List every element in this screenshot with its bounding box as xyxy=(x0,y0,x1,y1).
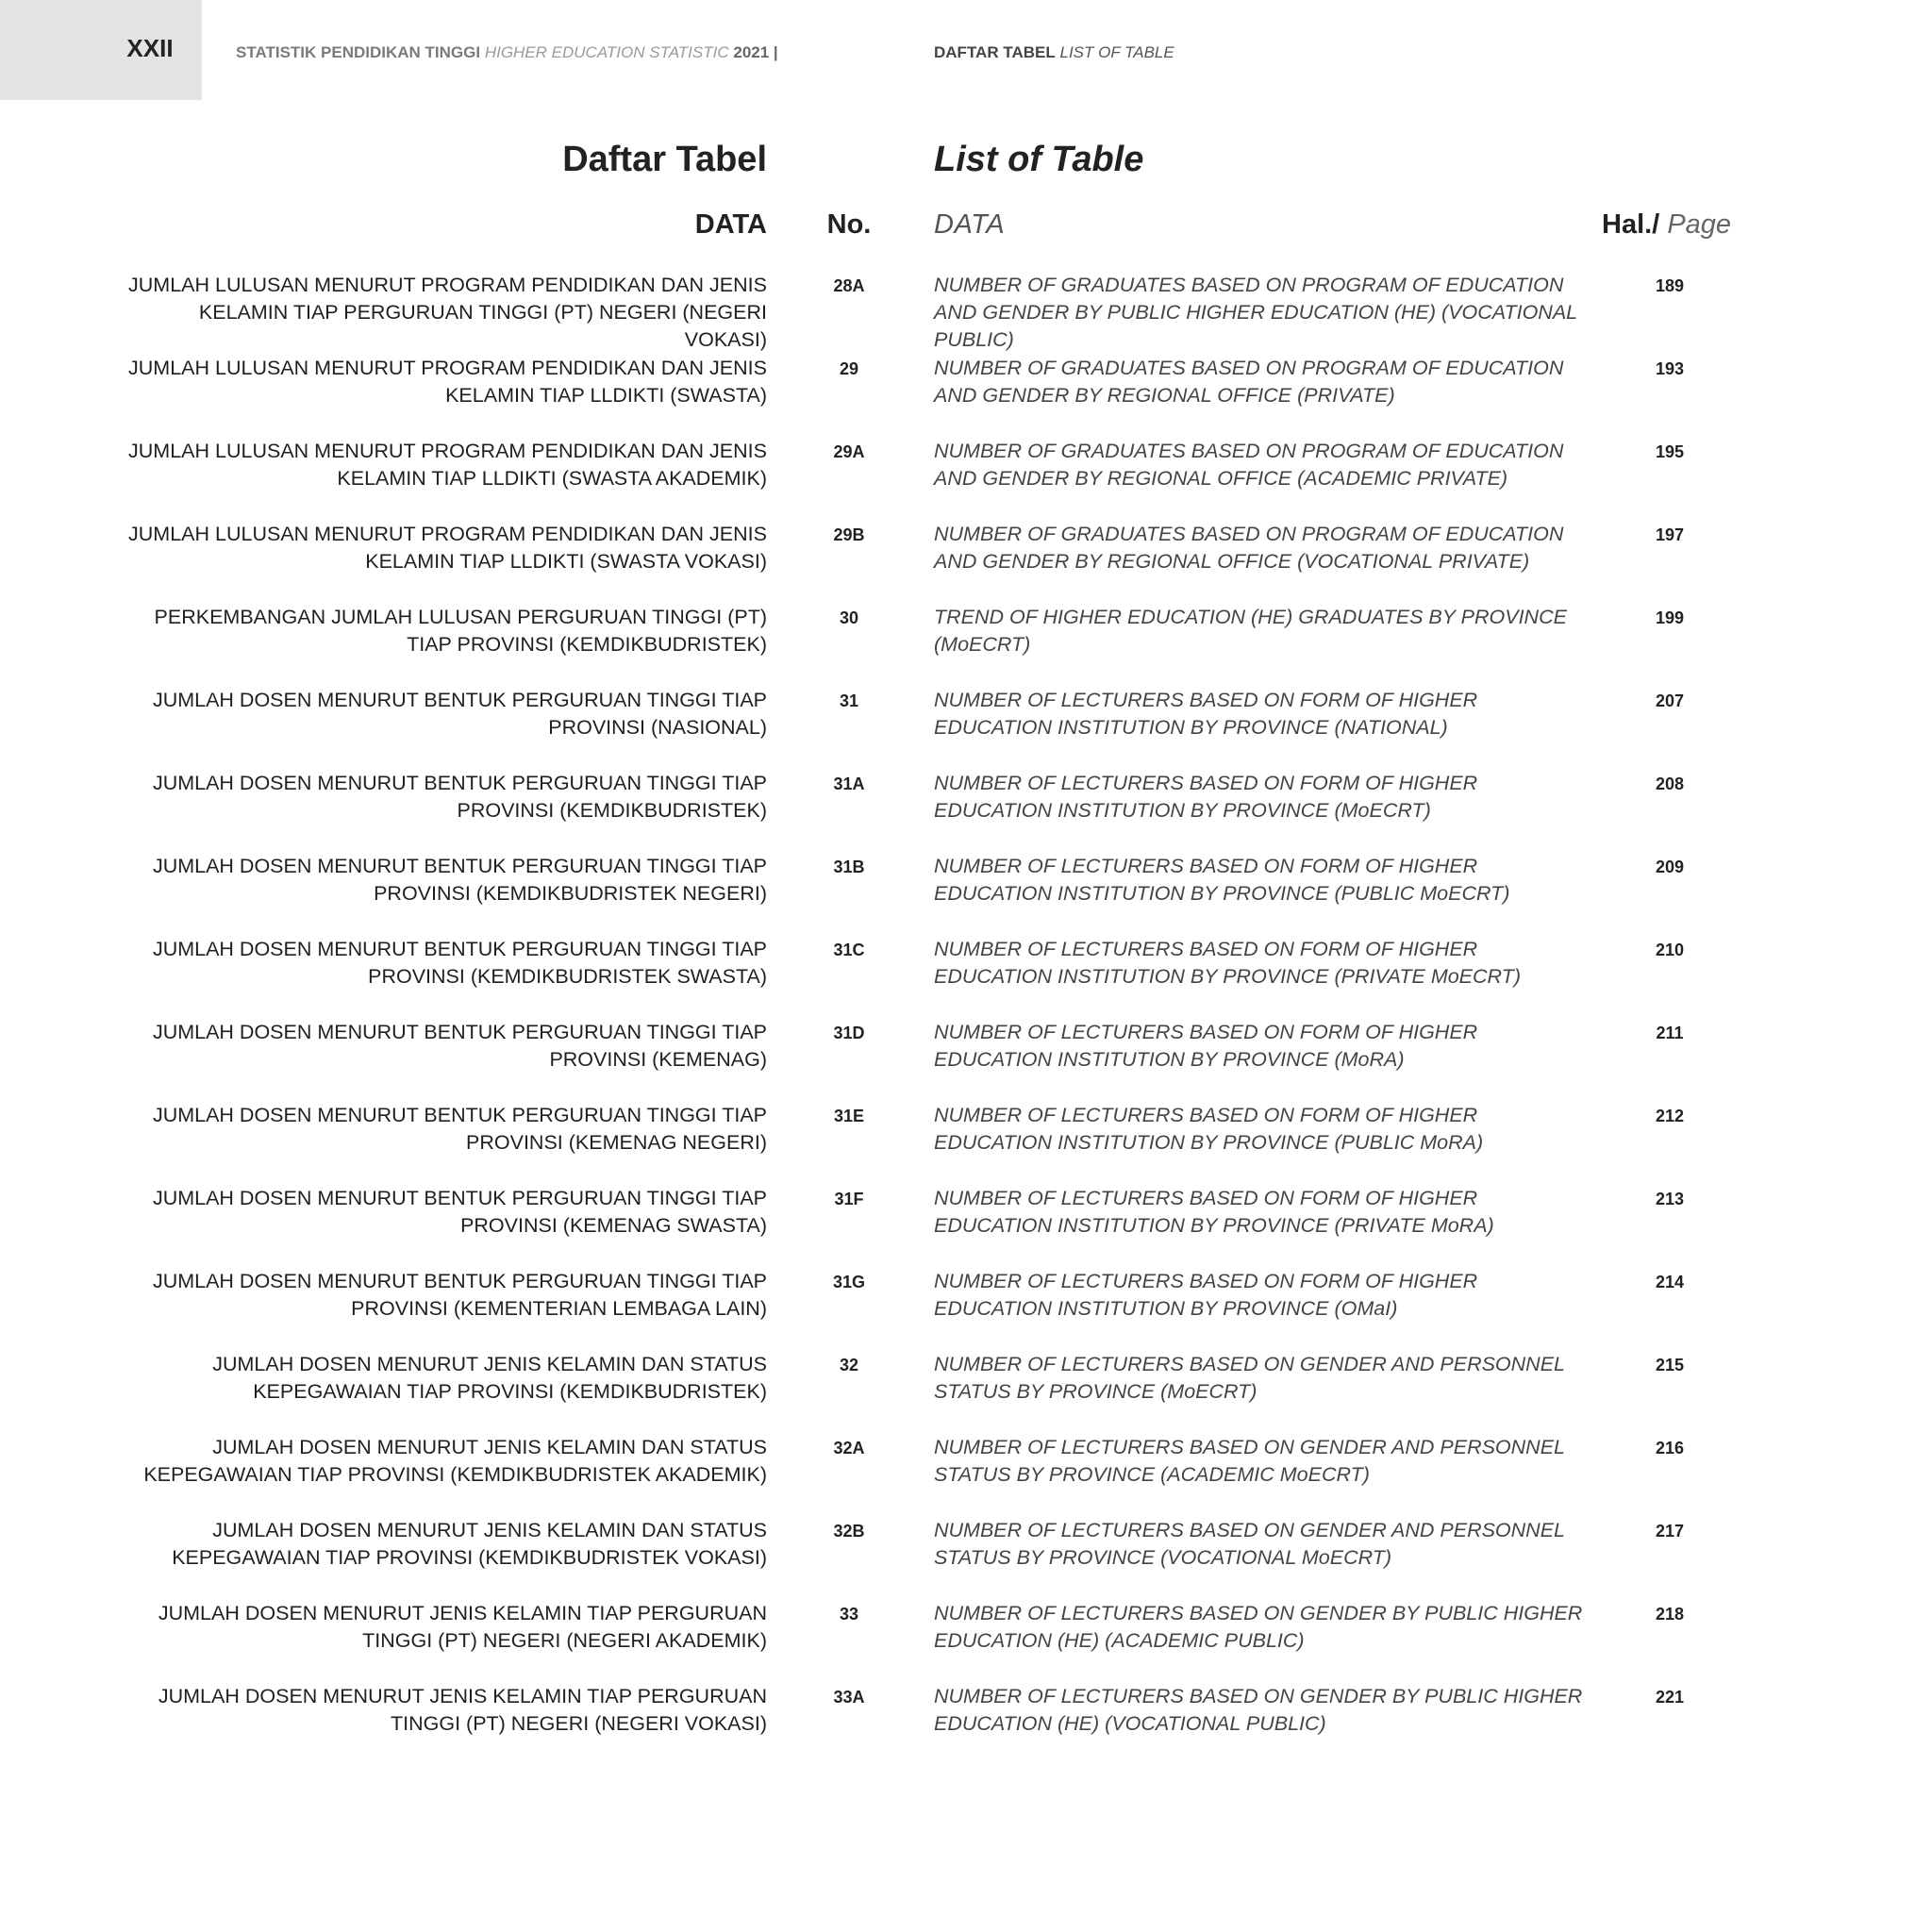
toc-title-en: NUMBER OF GRADUATES BASED ON PROGRAM OF EDUCATION AND GENDER BY REGIONAL OFFICE (ACADEMIC PRIVATE) xyxy=(934,440,1564,490)
toc-title-en: TREND OF HIGHER EDUCATION (HE) GRADUATES BY PROVINCE (MoECRT) xyxy=(934,606,1567,656)
publication-title-id: STATISTIK PENDIDIKAN TINGGI xyxy=(236,43,481,61)
column-header-data-en: DATA xyxy=(934,209,1006,240)
toc-title-en: NUMBER OF LECTURERS BASED ON GENDER AND PERSONNEL STATUS BY PROVINCE (ACADEMIC MoECRT) xyxy=(934,1436,1565,1486)
toc-row[interactable] xyxy=(0,438,1932,521)
column-header-page-id: Hal./ xyxy=(1602,209,1660,240)
toc-table-number: 32A xyxy=(833,1439,865,1457)
toc-row[interactable] xyxy=(0,1268,1932,1351)
toc-title-en: NUMBER OF LECTURERS BASED ON FORM OF HIGHER EDUCATION INSTITUTION BY PROVINCE (PRIVATE MoRA) xyxy=(934,1187,1494,1237)
toc-page-number: 208 xyxy=(1655,774,1685,793)
toc-title-id: JUMLAH DOSEN MENURUT JENIS KELAMIN TIAP PERGURUAN TINGGI (PT) NEGERI (NEGERI AKADEMIK) xyxy=(158,1602,767,1652)
toc-title-en: NUMBER OF LECTURERS BASED ON FORM OF HIGHER EDUCATION INSTITUTION BY PROVINCE (MoRA) xyxy=(934,1021,1478,1071)
publication-title-en: HIGHER EDUCATION STATISTIC xyxy=(484,43,729,61)
toc-title-id: JUMLAH DOSEN MENURUT JENIS KELAMIN DAN STATUS KEPEGAWAIAN TIAP PROVINSI (KEMDIKBUDRISTEK) xyxy=(212,1353,767,1403)
toc-page-number: 195 xyxy=(1655,442,1685,461)
toc-table-number: 28A xyxy=(833,276,865,295)
toc-row[interactable] xyxy=(0,936,1932,1019)
toc-table-number: 31B xyxy=(833,858,865,876)
toc-title-id: JUMLAH LULUSAN MENURUT PROGRAM PENDIDIKAN DAN JENIS KELAMIN TIAP LLDIKTI (SWASTA AKADEMIK) xyxy=(128,440,767,490)
toc-row[interactable] xyxy=(0,521,1932,604)
toc-title-en: NUMBER OF LECTURERS BASED ON FORM OF HIGHER EDUCATION INSTITUTION BY PROVINCE (NATIONAL) xyxy=(934,689,1478,739)
toc-table-number: 32B xyxy=(833,1522,865,1541)
toc-title-id: JUMLAH LULUSAN MENURUT PROGRAM PENDIDIKAN DAN JENIS KELAMIN TIAP LLDIKTI (SWASTA) xyxy=(128,357,767,407)
toc-row[interactable] xyxy=(0,1434,1932,1517)
toc-row[interactable] xyxy=(0,770,1932,853)
toc-title-en: NUMBER OF GRADUATES BASED ON PROGRAM OF EDUCATION AND GENDER BY REGIONAL OFFICE (PRIVATE) xyxy=(934,357,1564,407)
column-header-page-en: Page xyxy=(1667,209,1732,240)
toc-table-number: 29B xyxy=(833,525,865,544)
toc-title-id: JUMLAH DOSEN MENURUT BENTUK PERGURUAN TINGGI TIAP PROVINSI (KEMENTERIAN LEMBAGA LAIN) xyxy=(152,1270,767,1320)
toc-page-number: 216 xyxy=(1655,1439,1685,1457)
toc-row[interactable] xyxy=(0,853,1932,936)
toc-title-en: NUMBER OF LECTURERS BASED ON FORM OF HIGHER EDUCATION INSTITUTION BY PROVINCE (PRIVATE MoECRT) xyxy=(934,938,1521,988)
toc-page-number: 213 xyxy=(1655,1190,1685,1208)
toc-title-id: JUMLAH DOSEN MENURUT BENTUK PERGURUAN TINGGI TIAP PROVINSI (KEMENAG SWASTA) xyxy=(152,1187,767,1237)
column-header-data-id: DATA xyxy=(694,209,767,240)
toc-table-number: 31G xyxy=(832,1273,866,1291)
toc-page-number: 217 xyxy=(1655,1522,1685,1541)
toc-title-id: JUMLAH DOSEN MENURUT BENTUK PERGURUAN TINGGI TIAP PROVINSI (KEMDIKBUDRISTEK) xyxy=(152,772,767,822)
toc-page-number: 210 xyxy=(1655,941,1685,959)
toc-row[interactable] xyxy=(0,355,1932,438)
toc-table-number: 32 xyxy=(839,1356,859,1374)
header-separator: | xyxy=(773,43,778,61)
toc-table-number: 33A xyxy=(833,1688,865,1707)
toc-row[interactable] xyxy=(0,1683,1932,1766)
toc-row[interactable] xyxy=(0,687,1932,770)
toc-row[interactable] xyxy=(0,1019,1932,1102)
toc-title-id: JUMLAH DOSEN MENURUT BENTUK PERGURUAN TINGGI TIAP PROVINSI (KEMENAG) xyxy=(152,1021,767,1071)
toc-title-id: JUMLAH DOSEN MENURUT BENTUK PERGURUAN TINGGI TIAP PROVINSI (NASIONAL) xyxy=(152,689,767,739)
running-header-section xyxy=(934,43,1174,62)
toc-page-number: 209 xyxy=(1655,858,1685,876)
toc-title-en: NUMBER OF LECTURERS BASED ON FORM OF HIGHER EDUCATION INSTITUTION BY PROVINCE (PUBLIC MoECRT) xyxy=(934,855,1510,905)
toc-title-id: JUMLAH DOSEN MENURUT BENTUK PERGURUAN TINGGI TIAP PROVINSI (KEMDIKBUDRISTEK SWASTA) xyxy=(152,938,767,988)
table-of-contents-list xyxy=(0,272,1932,1766)
toc-table-number: 30 xyxy=(839,608,859,627)
toc-row[interactable] xyxy=(0,1102,1932,1185)
toc-table-number: 33 xyxy=(839,1605,859,1624)
toc-table-number: 31E xyxy=(833,1107,865,1125)
toc-title-id: PERKEMBANGAN JUMLAH LULUSAN PERGURUAN TINGGI (PT) TIAP PROVINSI (KEMDIKBUDRISTEK) xyxy=(154,606,767,656)
toc-title-en: NUMBER OF LECTURERS BASED ON GENDER BY PUBLIC HIGHER EDUCATION (HE) (VOCATIONAL PUBLIC) xyxy=(934,1685,1583,1735)
toc-page-number: 207 xyxy=(1655,691,1685,710)
column-header-no: No. xyxy=(826,209,872,240)
publication-year: 2021 xyxy=(733,43,770,61)
toc-title-en: NUMBER OF LECTURERS BASED ON FORM OF HIGHER EDUCATION INSTITUTION BY PROVINCE (MoECRT) xyxy=(934,772,1478,822)
toc-table-number: 31A xyxy=(833,774,865,793)
toc-page-number: 211 xyxy=(1656,1024,1684,1042)
toc-table-number: 31F xyxy=(834,1190,864,1208)
toc-title-en: NUMBER OF LECTURERS BASED ON FORM OF HIGHER EDUCATION INSTITUTION BY PROVINCE (OMaI) xyxy=(934,1270,1478,1320)
toc-title-id: JUMLAH DOSEN MENURUT BENTUK PERGURUAN TINGGI TIAP PROVINSI (KEMENAG NEGERI) xyxy=(152,1104,767,1154)
toc-title-id: JUMLAH DOSEN MENURUT JENIS KELAMIN DAN STATUS KEPEGAWAIAN TIAP PROVINSI (KEMDIKBUDRISTEK VOKASI) xyxy=(172,1519,767,1569)
toc-title-en: NUMBER OF LECTURERS BASED ON GENDER BY PUBLIC HIGHER EDUCATION (HE) (ACADEMIC PUBLIC) xyxy=(934,1602,1583,1652)
toc-table-number: 29A xyxy=(833,442,865,461)
toc-page-number: 197 xyxy=(1655,525,1685,544)
toc-table-number: 29 xyxy=(839,359,859,378)
toc-row[interactable] xyxy=(0,1351,1932,1434)
toc-row[interactable] xyxy=(0,1185,1932,1268)
toc-table-number: 31D xyxy=(833,1024,865,1042)
toc-row[interactable] xyxy=(0,1600,1932,1683)
section-title-id: DAFTAR TABEL xyxy=(934,43,1056,61)
toc-title-en: NUMBER OF LECTURERS BASED ON FORM OF HIGHER EDUCATION INSTITUTION BY PROVINCE (PUBLIC MoRA) xyxy=(934,1104,1484,1154)
toc-table-number: 31 xyxy=(839,691,859,710)
page-title-en: List of Table xyxy=(934,140,1144,179)
toc-table-number: 31C xyxy=(833,941,865,959)
toc-page-number: 214 xyxy=(1655,1273,1685,1291)
toc-title-en: NUMBER OF GRADUATES BASED ON PROGRAM OF EDUCATION AND GENDER BY REGIONAL OFFICE (VOCATIONAL PRIVATE) xyxy=(934,523,1564,573)
toc-title-id: JUMLAH DOSEN MENURUT BENTUK PERGURUAN TINGGI TIAP PROVINSI (KEMDIKBUDRISTEK NEGERI) xyxy=(152,855,767,905)
toc-page-number: 218 xyxy=(1655,1605,1685,1624)
page-title-id: Daftar Tabel xyxy=(562,140,767,179)
toc-title-en: NUMBER OF LECTURERS BASED ON GENDER AND PERSONNEL STATUS BY PROVINCE (VOCATIONAL MoECRT) xyxy=(934,1519,1565,1569)
toc-page-number: 189 xyxy=(1655,276,1685,295)
toc-row[interactable] xyxy=(0,272,1932,355)
toc-page-number: 221 xyxy=(1655,1688,1685,1707)
toc-page-number: 199 xyxy=(1655,608,1685,627)
toc-page-number: 212 xyxy=(1655,1107,1685,1125)
toc-row[interactable] xyxy=(0,604,1932,687)
section-title-en: LIST OF TABLE xyxy=(1059,43,1174,61)
toc-title-en: NUMBER OF GRADUATES BASED ON PROGRAM OF EDUCATION AND GENDER BY PUBLIC HIGHER EDUCATION (HE) (VOCATIONAL PUBLIC) xyxy=(934,274,1577,351)
toc-row[interactable] xyxy=(0,1517,1932,1600)
column-header-page xyxy=(1602,209,1731,241)
toc-title-id: JUMLAH LULUSAN MENURUT PROGRAM PENDIDIKAN DAN JENIS KELAMIN TIAP LLDIKTI (SWASTA VOKASI) xyxy=(128,523,767,573)
toc-page-number: 215 xyxy=(1655,1356,1685,1374)
toc-title-en: NUMBER OF LECTURERS BASED ON GENDER AND PERSONNEL STATUS BY PROVINCE (MoECRT) xyxy=(934,1353,1565,1403)
page-number: XXII xyxy=(126,34,174,62)
toc-title-id: JUMLAH DOSEN MENURUT JENIS KELAMIN TIAP PERGURUAN TINGGI (PT) NEGERI (NEGERI VOKASI) xyxy=(158,1685,767,1735)
toc-title-id: JUMLAH LULUSAN MENURUT PROGRAM PENDIDIKAN DAN JENIS KELAMIN TIAP PERGURUAN TINGGI (PT) NEGERI (NEGERI VOKASI) xyxy=(128,274,767,351)
toc-page-number: 193 xyxy=(1655,359,1685,378)
running-header-publication xyxy=(236,43,778,62)
toc-title-id: JUMLAH DOSEN MENURUT JENIS KELAMIN DAN STATUS KEPEGAWAIAN TIAP PROVINSI (KEMDIKBUDRISTEK AKADEMIK) xyxy=(143,1436,767,1486)
